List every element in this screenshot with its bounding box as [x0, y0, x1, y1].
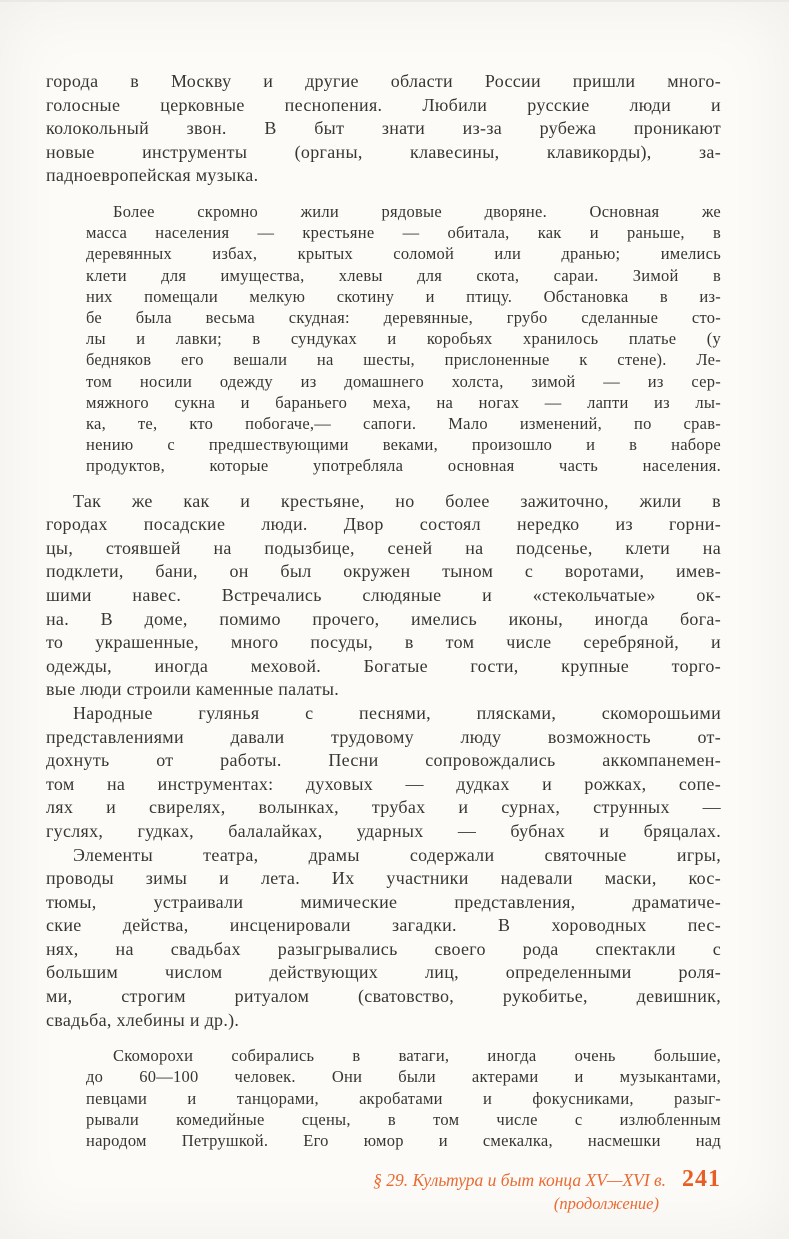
text-line: том на инструментах: духовых — дудках и рожках, сопе-	[46, 773, 721, 794]
footer-title-row	[46, 1166, 721, 1193]
text-line: цы, стоявшей на подызбице, сеней на подсенье, клети на	[46, 537, 721, 558]
text-line: большим числом действующих лиц, определенными роля-	[46, 962, 721, 983]
text-line: шими навес. Встречались слюдяные и «стекольчатые» ок-	[46, 584, 721, 605]
text-line: Так же как и крестьяне, но более зажиточно, жили в	[73, 490, 721, 511]
text-line: гуслях, гудках, балалайках, ударных — бубнах и бряцалах.	[46, 820, 721, 841]
text-line: ми, строгим ритуалом (сватовство, рукобитье, девишник,	[46, 986, 721, 1007]
paragraph	[46, 70, 721, 188]
text-line: рывали комедийные сцены, в том числе с излюбленным	[86, 1109, 721, 1129]
footer-continuation-row	[46, 1194, 721, 1214]
paragraph	[86, 201, 721, 477]
text-line: свадьба, хлебины и др.).	[46, 1009, 240, 1030]
text-line: нению с предшествующими веками, произошло и в наборе	[86, 435, 721, 455]
paragraph	[46, 490, 721, 702]
text-line: новые инструменты (органы, клавесины, клавикорды), за-	[46, 141, 721, 162]
text-line: представлениями давали трудовому люду возможность от-	[46, 726, 721, 747]
text-line: одежды, иногда меховой. Богатые гости, крупные торго-	[46, 655, 721, 676]
text-line: города в Москву и другие области России пришли много-	[46, 71, 721, 91]
text-line: клети для имущества, хлевы для скота, сараи. Зимой в	[86, 265, 721, 285]
text-line: подклети, бани, он был окружен тыном с воротами, имев-	[46, 561, 721, 582]
text-line: падноевропейская музыка.	[46, 165, 259, 186]
text-line: ские действа, инсценировали загадки. В хороводных пес-	[46, 915, 721, 936]
continuation-label: (продолжение)	[553, 1194, 659, 1214]
page-number: 241	[682, 1166, 721, 1193]
text-line: певцами и танцорами, акробатами и фокусниками, разыг-	[86, 1088, 721, 1108]
text-line: масса населения — крестьяне — обитала, как и раньше, в	[86, 223, 721, 243]
text-line: дохнуть от работы. Песни сопровождались аккомпанемен-	[46, 750, 721, 771]
text-line: Скоморохи собирались в ватаги, иногда очень большие,	[113, 1046, 721, 1066]
text-line: голосные церковные песнопения. Любили русские люди и	[46, 94, 721, 115]
paragraph	[86, 1045, 721, 1151]
section-title: § 29. Культура и быт конца XV—XVI в.	[373, 1170, 666, 1191]
text-line: мяжного сукна и бараньего меха, на ногах — лапти из лы-	[86, 392, 721, 412]
text-line: ка, те, кто побогаче,— сапоги. Мало изменений, по срав-	[86, 414, 721, 433]
text-line: том носили одежду из домашнего холста, зимой — из сер-	[86, 371, 721, 391]
text-line: нях, на свадьбах разыгрывались своего рода спектакли с	[46, 938, 721, 959]
text-line: Народные гулянья с песнями, плясками, скоморошьими	[73, 702, 721, 723]
text-line: до 60—100 человек. Они были актерами и музыкантами,	[86, 1067, 721, 1087]
text-line: городах посадские люди. Двор состоял нередко из горни-	[46, 514, 721, 535]
text-line: то украшенные, много посуды, в том числе серебряной, и	[46, 632, 721, 653]
text-line: народом Петрушкой. Его юмор и смекалка, насмешки над	[86, 1131, 721, 1151]
text-line: деревянных избах, крытых соломой или дранью; имелись	[86, 244, 721, 264]
text-line: проводы зимы и лета. Их участники надевали маски, кос-	[46, 868, 721, 889]
paragraph	[46, 844, 721, 1033]
text-line: бе была весьма скудная: деревянные, грубо сделанные сто-	[86, 307, 721, 327]
text-line: тюмы, устраивали мимические представления, драматиче-	[46, 891, 721, 912]
text-line: Элементы театра, драмы содержали святочные игры,	[73, 844, 721, 865]
text-line: бедняков его вешали на шесты, прислоненные к стене). Ле-	[86, 350, 721, 370]
text-line: Более скромно жили рядовые дворяне. Основная же	[113, 201, 721, 221]
text-line: продуктов, которые употребляла основная часть населения.	[86, 456, 721, 476]
text-line: лях и свирелях, волынках, трубах и сурнах, струнных —	[46, 797, 721, 818]
text-line: колокольный звон. В быт знати из-за рубежа проникают	[46, 118, 721, 139]
paragraph	[46, 702, 721, 844]
page-footer	[46, 1166, 721, 1214]
page-text	[46, 70, 721, 1151]
text-line: на. В доме, помимо прочего, имелись иконы, иногда бога-	[46, 608, 721, 629]
text-line: лы и лавки; в сундуках и коробьях хранилось платье (у	[86, 329, 721, 349]
text-line: вые люди строили каменные палаты.	[46, 679, 340, 700]
text-line: них помещали мелкую скотину и птицу. Обстановка в из-	[86, 286, 721, 306]
